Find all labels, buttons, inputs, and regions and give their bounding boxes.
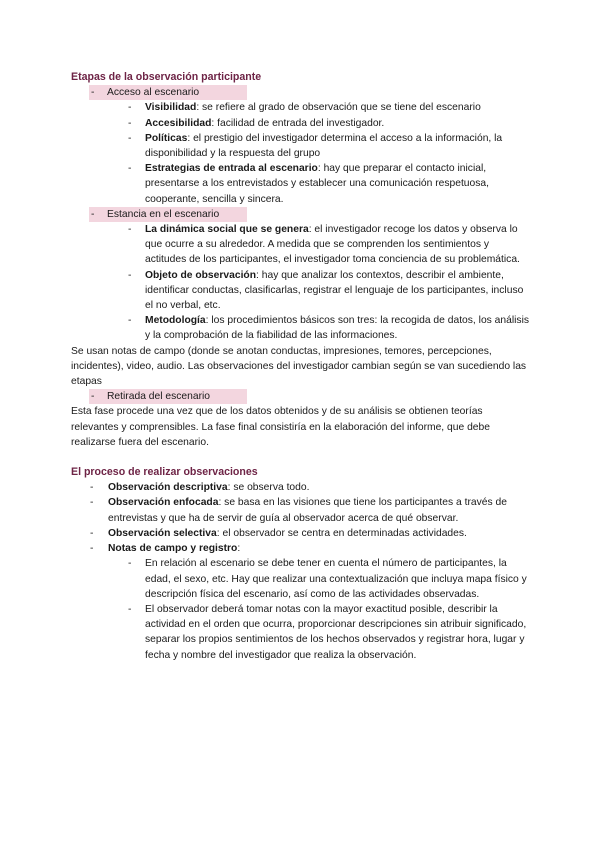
list-item: - Notas de campo y registro:: [90, 543, 241, 555]
section-title-proceso: El proceso de realizar observaciones: [71, 466, 258, 479]
section-title-etapas: Etapas de la observación participante: [71, 71, 262, 83]
stage-label: Estancia en el escenario: [107, 208, 220, 220]
list-item: - Metodología: los procedimientos básicos son tres: la recogida de datos, los análisis y la comprobación de la fiabilidad de las informaciones.: [128, 315, 530, 342]
bullet-dash: -: [91, 87, 95, 99]
list-item: - Accesibilidad: facilidad de entrada del investigador.: [128, 117, 385, 129]
list-item: - La dinámica social que se genera: el investigador recoge los datos y observa lo que ocurre a su alrededor. A medida que se comprenden los sentimientos y actitudes de los participantes, el investigador toma conciencia de su problemática.: [128, 224, 520, 266]
list-item: - Observación descriptiva: se observa todo.: [90, 482, 310, 494]
list-item: - Observación selectiva: el observador se centra en determinadas actividades.: [90, 527, 467, 539]
sub-list-item: - En relación al escenario se debe tener en cuenta el número de participantes, la edad, el sexo, etc. Hay que realizar una contextualización que incluya mapa físico y descripción física del escenario, así como de las actividades observadas.: [128, 558, 527, 600]
list-item: - Políticas: el prestigio del investigador determina el acceso a la información, la disponibilidad y la respuesta del grupo: [128, 132, 503, 160]
stage-acceso: [89, 85, 247, 100]
stage-retirada: [89, 389, 247, 404]
stage-label: Acceso al escenario: [107, 87, 200, 99]
sub-list-item: - El observador deberá tomar notas con la mayor exactitud posible, describir la actividad en el orden que ocurra, proporcionar descripciones sin atribuir significado, separar los propios sentimientos de los hechos observados y registrar hora, lugar y fecha y nombre del investigador que realiza la observación.: [128, 603, 527, 661]
list-item: - Visibilidad: se refiere al grado de observación que se tiene del escenario: [128, 102, 481, 114]
estancia-note: Se usan notas de campo (donde se anotan conductas, impresiones, temores, percepciones, incidentes), video, audio. Las observaciones del investigador cambian según se van sucediendo las etapas: [71, 345, 527, 388]
retirada-note: Esta fase procede una vez que de los datos obtenidos y de su análisis se obtienen teorías relevantes y comprensibles. La fase final consistiría en la elaboración del informe, que debe realizarse fuera del escenario.: [71, 406, 490, 448]
bullet-dash: -: [91, 208, 95, 220]
list-item: - Observación enfocada: se basa en las visiones que tiene los participantes a través de entrevistas y que ha de servir de guía al observador acerca de qué observar.: [90, 497, 507, 524]
stage-estancia: [89, 207, 247, 222]
stage-label: Retirada del escenario: [107, 391, 211, 403]
document-body: [71, 70, 531, 663]
bullet-dash: -: [91, 391, 95, 403]
list-item: - Objeto de observación: hay que analizar los contextos, describir el ambiente, identificar conductas, clasificarlas, registrar el lenguaje de los participantes, incluso el no verbal, etc.: [128, 269, 524, 312]
list-item: - Estrategias de entrada al escenario: hay que preparar el contacto inicial, presentarse a los entrevistados y establecer una comunicación respetuosa, cooperante, sencilla y sincera.: [128, 163, 489, 205]
